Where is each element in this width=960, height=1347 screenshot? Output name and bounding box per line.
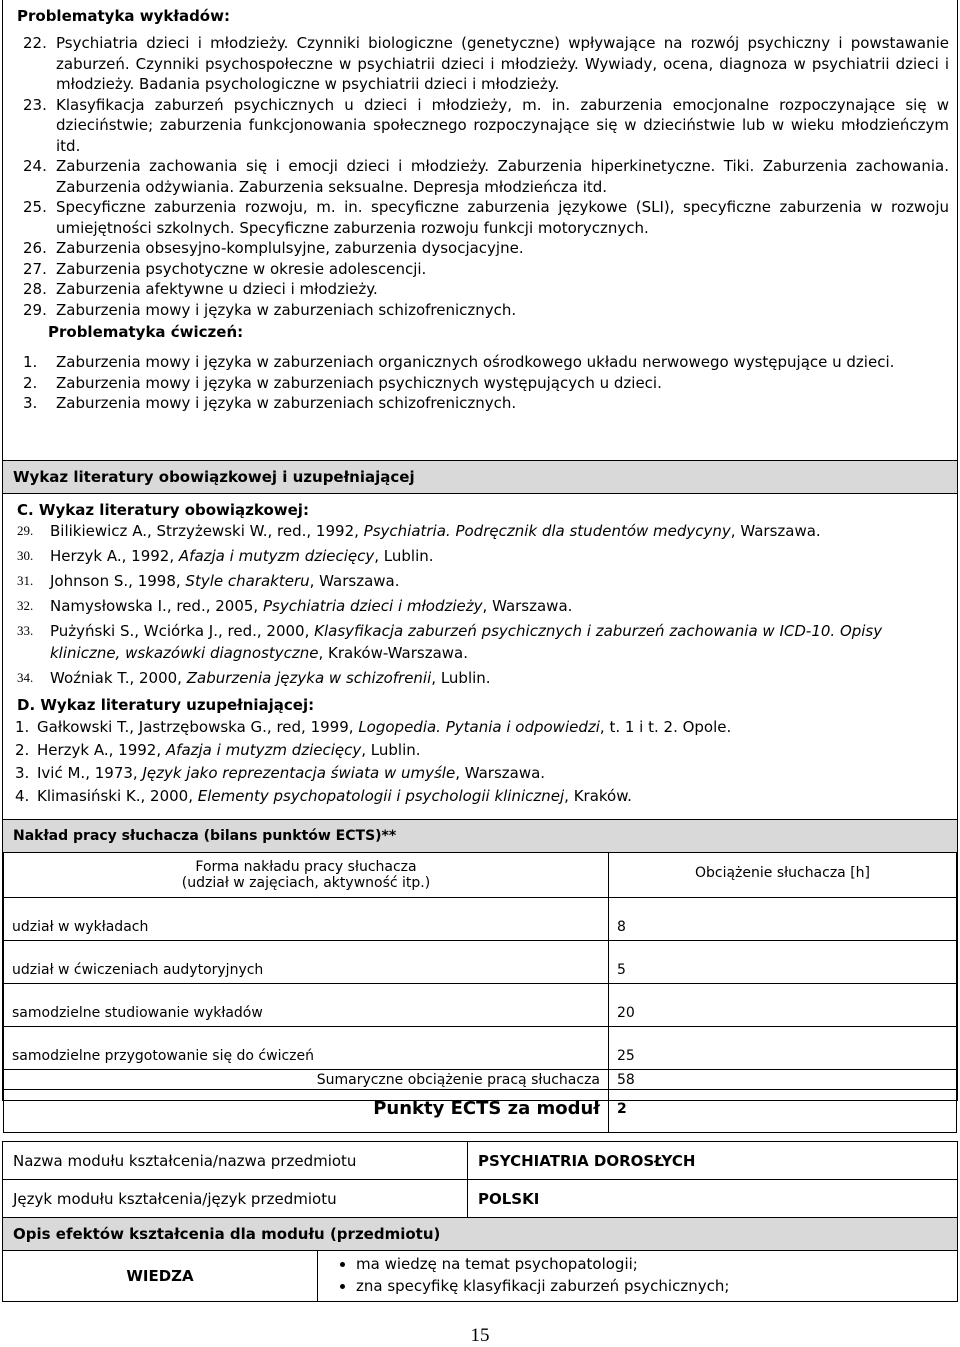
lecture-list [3,31,957,320]
item-text: Zaburzenia mowy i języka w zaburzeniach psychicznych występujących u dzieci. [56,373,662,392]
module-lang-value: POLSKI [468,1180,958,1218]
item-text: Zaburzenia mowy i języka w zaburzeniach schizofrenicznych. [56,394,517,412]
workload-row-label: udział w ćwiczeniach audytoryjnych [4,941,609,984]
item-number: 26. [23,239,47,257]
lecture-item [11,156,949,197]
sum-value: 58 [609,1070,957,1090]
reference-authors: Johnson S., 1998, [50,572,186,590]
item-text: Zaburzenia obsesyjno-komplulsyjne, zaburzenia dysocjacyjne. [56,239,524,257]
workload-row-value: 5 [609,941,957,984]
item-number: 27. [23,259,47,278]
item-number: 22. [23,34,47,52]
knowledge-table [2,1250,958,1302]
ects-label: Punkty ECTS za moduł [4,1090,609,1133]
item-text: Specyficzne zaburzenia rozwoju, m. in. specyficzne zaburzenia językowe (SLI), specyficzne zaburzenia w rozwoju umiejętności szkolnych. Specyficzne zaburzenia rozwoju funkcji motorycznych. [56,198,949,237]
item-number: 3. [23,394,38,412]
literature-section [2,460,958,820]
reference-authors: Namysłowska I., red., 2005, [50,597,263,615]
reference-authors: Woźniak T., 2000, [50,669,187,687]
item-number: 3. [15,764,30,782]
reference-text [15,739,957,761]
mandatory-list [3,520,957,689]
reference-title: Psychiatria dzieci i młodzieży [262,597,483,615]
reference-publisher: , Kraków. [564,787,632,805]
literature-heading: Wykaz literatury obowiązkowej i uzupełniającej [3,461,957,493]
knowledge-item: • ma wiedzę na temat psychopatologii; [356,1253,947,1275]
reference-authors: Bilikiewicz A., Strzyżewski W., red., 1992, [50,522,364,540]
item-number: 28. [23,280,47,298]
item-number: 29. [23,300,47,319]
item-number: 4. [15,787,30,805]
reference-publisher: , Warszawa. [455,764,546,782]
item-number: 2. [23,373,38,392]
knowledge-list [328,1253,947,1297]
reference-text [15,716,957,738]
lecture-item [11,33,949,95]
sum-label: Sumaryczne obciążenie pracą słuchacza [4,1070,609,1090]
workload-row-label: udział w wykładach [4,898,609,941]
reference-title: Afazja i mutyzm dziecięcy [178,547,375,565]
item-text: Zaburzenia mowy i języka w zaburzeniach organicznych ośrodkowego układu nerwowego występujące u dzieci. [56,353,895,371]
effects-heading: Opis efektów kształcenia dla modułu (przedmiotu) [3,1218,958,1251]
reference-authors: Ivić M., 1973, [37,764,143,782]
supplementary-reference [15,785,957,807]
supplementary-list [3,716,957,807]
reference-title: Język jako reprezentacja świata w umyśle [142,764,456,782]
item-number: 24. [23,157,47,175]
mandatory-reference [11,545,957,567]
supplementary-heading: D. Wykaz literatury uzupełniającej: [17,696,315,714]
workload-row [4,984,957,1027]
workload-row-label: samodzielne studiowanie wykładów [4,984,609,1027]
reference-publisher: , Lublin. [431,669,491,687]
item-text: Zaburzenia mowy i języka w zaburzeniach schizofrenicznych. [56,300,517,319]
mandatory-reference [11,620,957,664]
reference-publisher: , Lublin. [374,547,434,565]
lecture-section [2,0,958,461]
workload-col2-header: Obciążenie słuchacza [h] [609,853,957,898]
reference-title: Logopedia. Pytania i odpowiedzi [358,718,600,736]
workload-col1-header [4,853,609,898]
reference-publisher: , Warszawa. [309,572,400,590]
lecture-heading: Problematyka wykładów: [17,7,230,25]
reference-publisher: , t. 1 i t. 2. Opole. [599,718,732,736]
reference-text [15,762,957,784]
supplementary-reference [15,739,957,761]
module-section [2,1141,958,1302]
module-name-label: Nazwa modułu kształcenia/nazwa przedmiotu [3,1142,468,1180]
reference-authors: Klimasiński K., 2000, [37,787,198,805]
reference-publisher: , Kraków-Warszawa. [318,644,468,662]
reference-title: Zaburzenia języka w schizofrenii [186,669,432,687]
lecture-item [11,197,949,238]
lecture-item [11,279,949,300]
reference-text [15,785,957,807]
item-number: 1. [15,718,30,736]
lecture-item [11,95,949,157]
item-text: Zaburzenia zachowania się i emocji dzieci i młodzieży. Zaburzenia hiperkinetyczne. Tiki. Zaburzenia zachowania. Zaburzenia odżywiania. Zaburzenia seksualne. Depresja młodzieńcza itd. [56,157,949,196]
reference-publisher: , Warszawa. [730,522,821,540]
reference-text [11,667,957,689]
workload-row [4,1027,957,1070]
item-number: 29. [17,523,34,538]
knowledge-label: WIEDZA [3,1251,318,1302]
reference-publisher: , Lublin. [361,741,421,759]
item-number: 23. [23,95,47,114]
reference-text [11,570,957,592]
item-text: Klasyfikacja zaburzeń psychicznych u dzieci i młodzieży, m. in. zaburzenia emocjonalne rozpoczynające się w dzieciństwie; zaburzenia funkcjonowania społecznego rozpoczynające się w dzieciństwie lub w wieku młodzieńczym itd. [56,95,949,155]
item-number: 34. [17,670,34,685]
item-number: 2. [15,741,30,759]
workload-row [4,898,957,941]
workload-table [3,852,957,1133]
col1-line2: (udział w zajęciach, aktywność itp.) [181,875,431,891]
workload-row [4,941,957,984]
reference-text [11,545,957,567]
reference-text [11,620,957,664]
supplementary-reference [15,762,957,784]
module-lang-label: Język modułu kształcenia/język przedmiotu [3,1180,468,1218]
mandatory-heading: C. Wykaz literatury obowiązkowej: [17,501,309,519]
knowledge-item: • zna specyfikę klasyfikacji zaburzeń psychicznych; [356,1275,947,1297]
mandatory-reference [11,595,957,617]
reference-title: Psychiatria. Podręcznik dla studentów medycyny [363,522,731,540]
item-number: 31. [17,573,34,588]
item-number: 32. [17,598,34,613]
reference-title: Afazja i mutyzm dziecięcy [165,741,362,759]
reference-authors: Pużyński S., Wciórka J., red., 2000, [50,622,315,640]
supplementary-reference [15,716,957,738]
ects-value: 2 [609,1090,957,1133]
page-number: 15 [470,1325,490,1346]
lecture-item [11,259,949,280]
item-text: Zaburzenia afektywne u dzieci i młodzieży. [56,280,378,298]
lecture-item [11,300,949,321]
lecture-item [11,238,949,259]
reference-text [11,520,957,542]
reference-title: Elementy psychopatologii i psychologii klinicznej [197,787,565,805]
workload-row-label: samodzielne przygotowanie się do ćwiczeń [4,1027,609,1070]
exercises-heading: Problematyka ćwiczeń: [48,323,244,341]
item-number: 1. [23,353,38,371]
mandatory-reference [11,520,957,542]
exercise-item [11,373,949,394]
reference-text [11,595,957,617]
module-table [2,1141,958,1251]
reference-authors: Herzyk A., 1992, [50,547,179,565]
exercise-item [11,352,949,373]
workload-row-value: 25 [609,1027,957,1070]
exercises-list [3,350,957,414]
mandatory-reference [11,667,957,689]
workload-heading: Nakład pracy słuchacza (bilans punktów ECTS)** [3,820,957,852]
module-name-value: PSYCHIATRIA DOROSŁYCH [468,1142,958,1180]
workload-row-value: 8 [609,898,957,941]
item-text: Psychiatria dzieci i młodzieży. Czynniki biologiczne (genetyczne) wpływające na rozwój psychiczny i powstawanie zaburzeń. Czynniki psychospołeczne w psychiatrii dzieci i młodzieży. Wywiady, ocena, diagnoza w psychiatrii dzieci i młodzieży. Badania psychologiczne w psychiatrii dzieci i młodzieży. [56,34,949,93]
reference-authors: Herzyk A., 1992, [37,741,166,759]
workload-section [2,819,958,1119]
item-number: 25. [23,198,47,216]
workload-row-value: 20 [609,984,957,1027]
knowledge-cell [318,1251,958,1302]
mandatory-reference [11,570,957,592]
item-number: 33. [17,623,34,638]
reference-publisher: , Warszawa. [482,597,573,615]
item-number: 30. [17,548,34,563]
reference-title: Klasyfikacja zaburzeń psychicznych i zaburzeń zachowania w ICD-10. Opisy kliniczne, wskazówki diagnostyczne [50,622,883,662]
reference-title: Style charakteru [185,572,310,590]
exercise-item [11,393,949,414]
item-text: Zaburzenia psychotyczne w okresie adolescencji. [56,259,427,278]
col1-line1: Forma nakładu pracy słuchacza [195,859,417,875]
reference-authors: Gałkowski T., Jastrzębowska G., red, 1999, [37,718,359,736]
